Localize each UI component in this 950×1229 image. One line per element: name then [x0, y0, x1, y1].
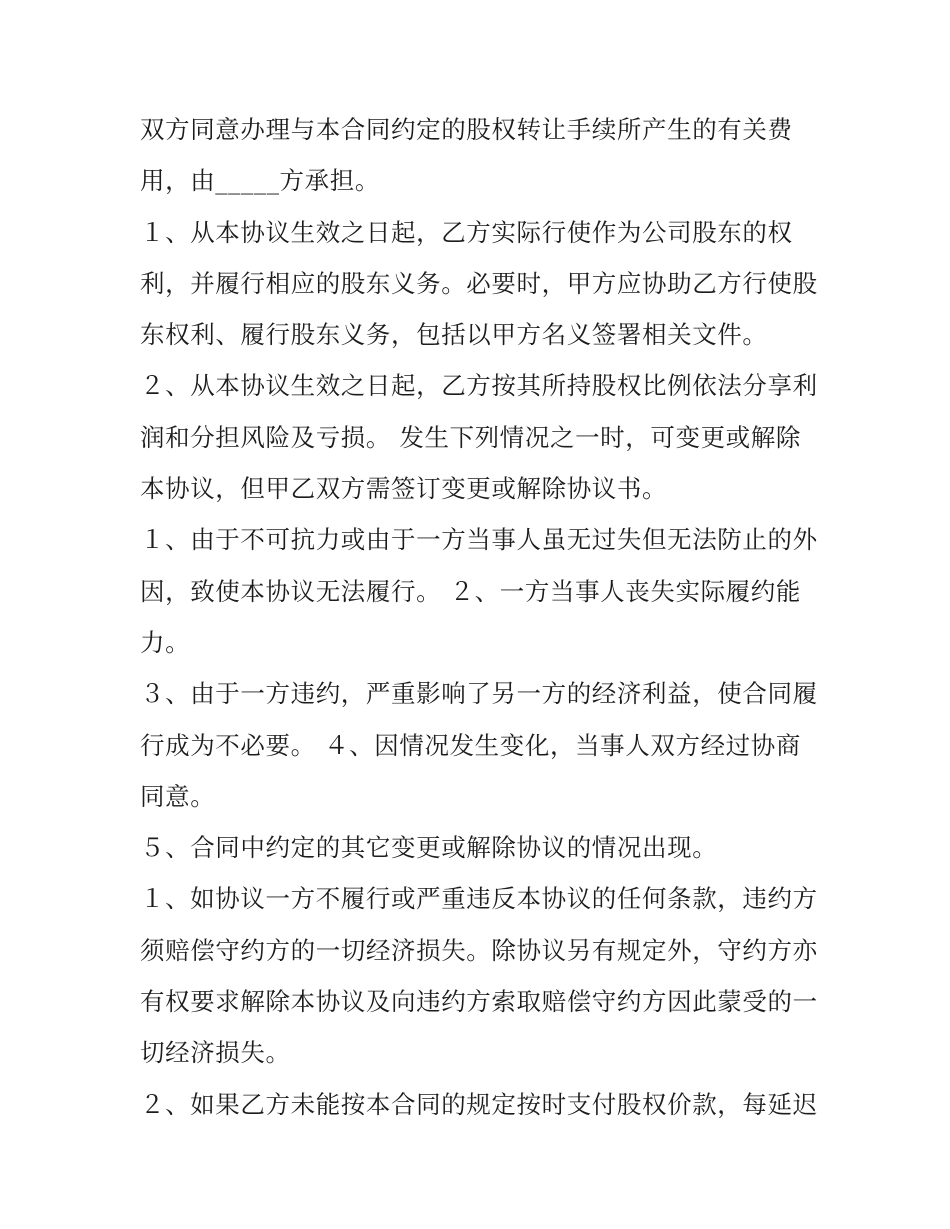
text-line: 利，并履行相应的股东义务。必要时，甲方应协助乙方行使股	[140, 268, 818, 298]
text-line: １、从本协议生效之日起，乙方实际行使作为公司股东的权	[140, 217, 793, 247]
text-line: 同意。	[140, 781, 216, 811]
text-line: 双方同意办理与本合同约定的股权转让手续所产生的有关费	[140, 115, 793, 144]
text-line: 有权要求解除本协议及向违约方索取赔偿守约方因此蒙受的一	[140, 987, 818, 1017]
text-line: 须赔偿守约方的一切经济损失。除协议另有规定外，守约方亦	[140, 935, 818, 965]
text-line: 本协议，但甲乙双方需签订变更或解除协议书。	[140, 474, 668, 504]
text-line: 润和分担风险及亏损。 发生下列情况之一时，可变更或解除	[140, 422, 801, 452]
text-line: 行成为不必要。 ４、因情况发生变化，当事人双方经过协商	[140, 730, 801, 760]
text-line: 用，由_____方承担。	[140, 166, 380, 196]
text-line: １、由于不可抗力或由于一方当事人虽无过失但无法防止的外	[140, 525, 818, 555]
document-body	[140, 104, 820, 1130]
text-line: ３、由于一方违约，严重影响了另一方的经济利益，使合同履	[140, 679, 818, 709]
text-line: ２、从本协议生效之日起，乙方按其所持股权比例依法分享利	[140, 371, 818, 401]
text-line: 力。	[140, 627, 191, 657]
text-line: １、如协议一方不履行或严重违反本协议的任何条款，违约方	[140, 884, 818, 914]
text-line: 切经济损失。	[140, 1038, 291, 1068]
text-line: ２、如果乙方未能按本合同的规定按时支付股权价款，每延迟	[140, 1089, 818, 1119]
text-line: 因，致使本协议无法履行。 ２、一方当事人丧失实际履约能	[140, 576, 801, 606]
text-line: ５、合同中约定的其它变更或解除协议的情况出现。	[140, 833, 718, 863]
text-line: 东权利、履行股东义务，包括以甲方名义签署相关文件。	[140, 320, 768, 350]
